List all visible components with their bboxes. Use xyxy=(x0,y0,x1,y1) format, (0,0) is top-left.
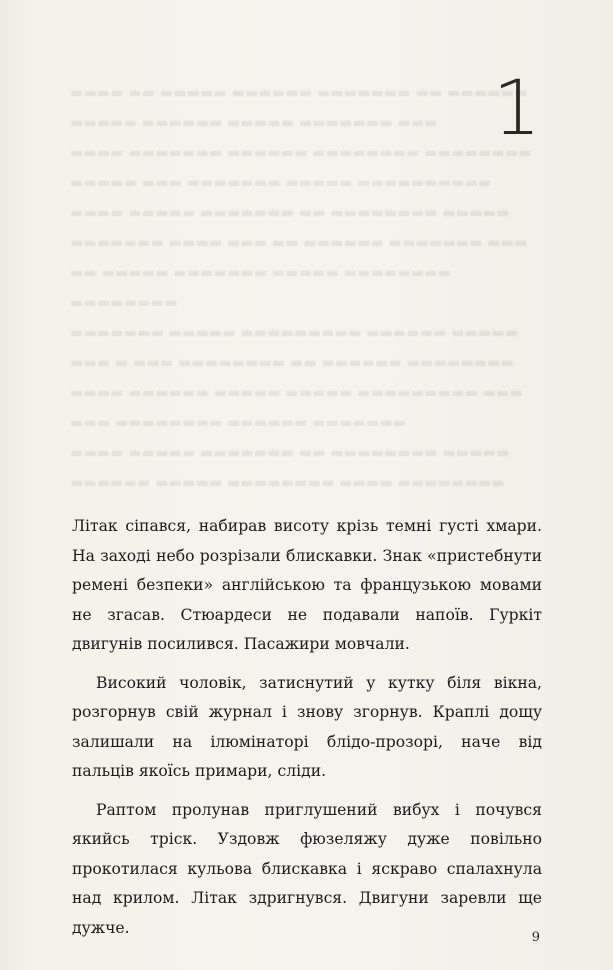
paragraph-3: Раптом пролунав приглушений вибух і почувся якийсь тріск. Уздовж фюзеляжу дуже повільно прокотилася кульова блискавка і яскраво спалахнула над крилом. Літак здригнувся. Двигуни заревли ще дужче. xyxy=(72,800,542,937)
chapter-number: 1 xyxy=(492,63,541,152)
bleed-through-texture: ▬▬▬▬ ▬▬ ▬▬▬▬▬ ▬▬▬▬▬▬ ▬▬▬▬▬▬▬ ▬▬ ▬▬▬▬▬▬ ▬▬▬▬▬ ▬▬▬▬▬▬ ▬▬▬▬▬ ▬▬▬▬▬▬▬ ▬▬▬ ▬▬▬▬ ▬▬▬▬▬▬▬ ▬▬▬▬▬▬ ▬▬▬▬▬▬▬▬ ▬▬▬▬▬▬▬▬ ▬▬▬▬▬ ▬▬▬ ▬▬▬▬▬▬▬ ▬▬▬▬▬ ▬▬▬▬▬▬▬▬▬▬ ▬▬▬▬ ▬▬▬▬▬ ▬▬▬▬▬▬▬ ▬▬ ▬▬▬▬▬▬▬▬ ▬▬▬▬▬ ▬▬▬▬▬▬▬ ▬▬▬▬ ▬▬▬ ▬▬ ▬▬▬▬▬▬ ▬▬▬▬▬▬▬ ▬▬▬ ▬▬ ▬▬▬▬▬ ▬▬▬▬▬▬▬ ▬▬▬▬▬ ▬▬▬▬▬▬▬▬ ▬▬▬▬▬▬▬▬ ▬▬▬▬▬▬▬ ▬▬▬▬▬ ▬▬▬▬▬▬▬▬▬ ▬▬▬▬▬▬ ▬▬▬▬▬ ▬▬▬ ▬ ▬▬▬ ▬▬▬▬▬▬▬▬ ▬▬ ▬▬▬▬▬▬ ▬▬▬▬▬▬▬▬ ▬▬▬▬ ▬▬▬▬▬▬ ▬▬▬▬▬ ▬▬▬▬▬ ▬▬▬▬▬▬▬▬▬ ▬▬▬ ▬▬▬ ▬▬▬▬▬▬▬▬ ▬▬▬▬▬▬ ▬▬▬▬▬▬▬ ▬▬▬▬ ▬▬▬▬▬ ▬▬▬▬▬▬▬ ▬▬ ▬▬▬▬▬▬▬▬ ▬▬▬▬▬ ▬▬▬▬▬▬ ▬▬▬▬▬ ▬▬▬▬▬▬▬▬ ▬▬▬▬ ▬▬▬▬▬▬▬▬ xyxy=(70,85,532,491)
paragraph-2: Високий чоловік, затиснутий у кутку біля вікна, розгорнув свій журнал і знову згорнув. Краплі дощу залишали на ілюмінаторі блідо-прозорі, наче від пальців якоїсь примари, сліди. xyxy=(72,673,542,780)
page-number: 9 xyxy=(531,930,540,945)
chapter-body xyxy=(72,512,542,952)
paragraph-1: Літак сіпався, набирав висоту крізь темні густі хмари. На заході небо розрізали блискавки. Знак «пристебнути ремені безпеки» англійською та французькою мовами не згасав. Стюардеси не подавали напоїв. Гуркіт двигунів посилився. Пасажири мовчали. xyxy=(72,517,542,653)
